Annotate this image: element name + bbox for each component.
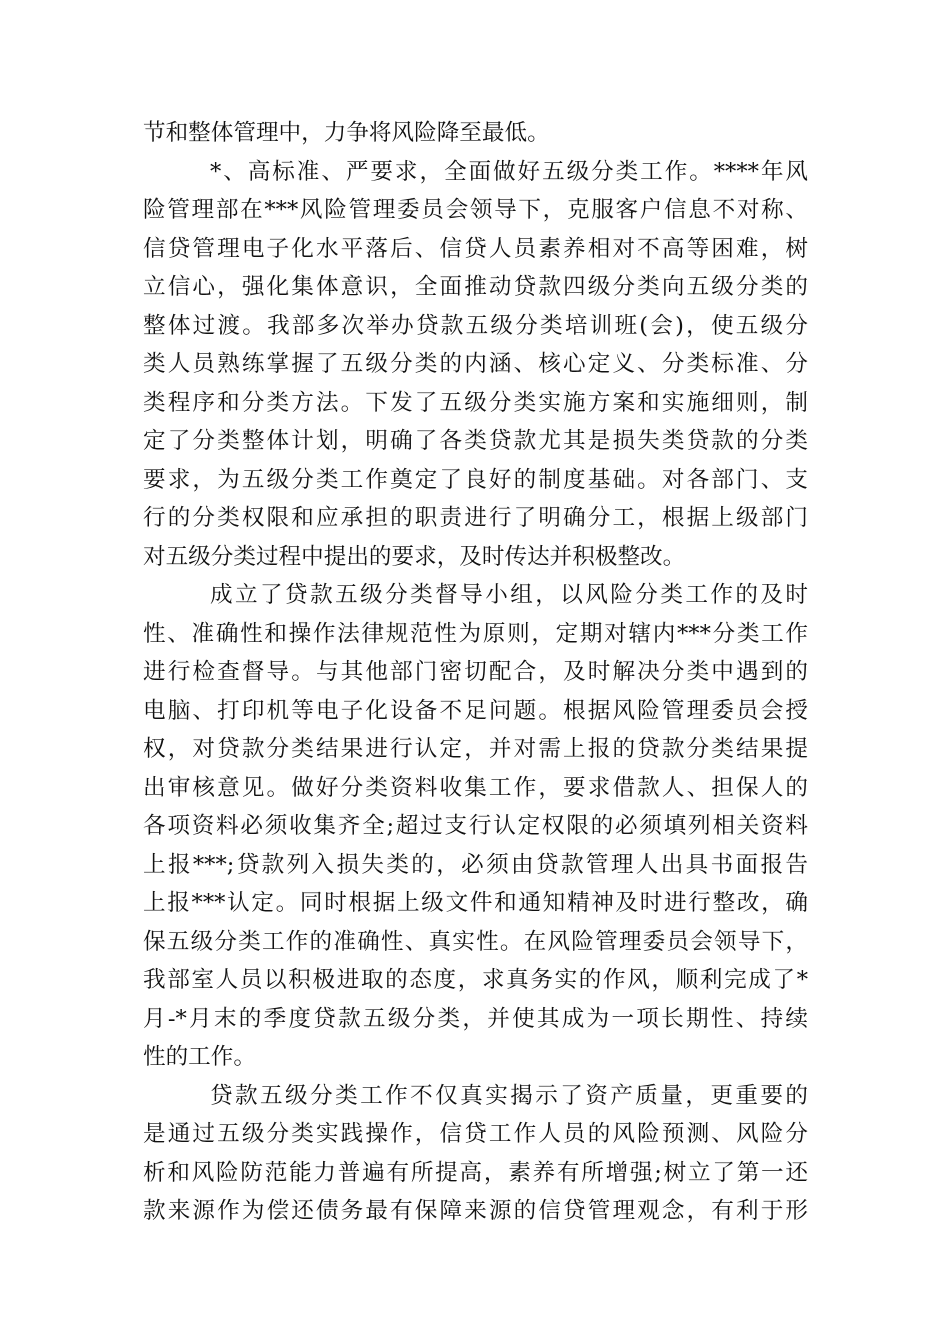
text-line: 要求，为五级分类工作奠定了良好的制度基础。对各部门、支 bbox=[143, 466, 808, 493]
text-line: 款来源作为偿还债务最有保障来源的信贷管理观念，有利于形 bbox=[143, 1198, 808, 1224]
text-line: 险管理部在***风险管理委员会领导下，克服客户信息不对称、 bbox=[143, 197, 808, 223]
text-line: 对五级分类过程中提出的要求，及时传达并积极整改。 bbox=[143, 543, 686, 570]
text-line: 上报***;贷款列入损失类的，必须由贷款管理人出具书面报告 bbox=[143, 851, 808, 878]
text-line: 类程序和分类方法。下发了五级分类实施方案和实施细则，制 bbox=[143, 389, 808, 416]
paragraph bbox=[143, 114, 808, 153]
text-line: 贷款五级分类工作不仅真实揭示了资产质量，更重要的 bbox=[210, 1082, 808, 1109]
text-line: 各项资料必须收集齐全;超过支行认定权限的必须填列相关资料 bbox=[143, 813, 808, 839]
text-line: 权，对贷款分类结果进行认定，并对需上报的贷款分类结果提 bbox=[143, 736, 808, 762]
paragraph bbox=[143, 153, 808, 577]
text-line: 成立了贷款五级分类督导小组，以风险分类工作的及时 bbox=[210, 582, 808, 608]
text-line: 析和风险防范能力普遍有所提高，素养有所增强;树立了第一还 bbox=[143, 1159, 808, 1186]
text-line: 上报***认定。同时根据上级文件和通知精神及时进行整改，确 bbox=[143, 890, 808, 916]
text-line: 性、准确性和操作法律规范性为原则，定期对辖内***分类工作 bbox=[143, 620, 808, 647]
paragraph bbox=[143, 576, 808, 1077]
text-line: 保五级分类工作的准确性、真实性。在风险管理委员会领导下， bbox=[143, 928, 808, 955]
text-line: 月-*月末的季度贷款五级分类，并使其成为一项长期性、持续 bbox=[143, 1005, 808, 1032]
text-line: 整体过渡。我部多次举办贷款五级分类培训班(会)，使五级分 bbox=[143, 312, 808, 339]
text-line: *、高标准、严要求，全面做好五级分类工作。****年风 bbox=[210, 158, 808, 185]
text-line: 立信心，强化集体意识，全面推动贷款四级分类向五级分类的 bbox=[143, 274, 808, 300]
text-line: 电脑、打印机等电子化设备不足问题。根据风险管理委员会授 bbox=[143, 697, 808, 724]
text-line: 出审核意见。做好分类资料收集工作，要求借款人、担保人的 bbox=[143, 774, 808, 801]
text-line: 行的分类权限和应承担的职责进行了明确分工，根据上级部门 bbox=[143, 505, 808, 531]
text-line: 我部室人员以积极进取的态度，求真务实的作风，顺利完成了* bbox=[143, 967, 808, 993]
text-line: 定了分类整体计划，明确了各类贷款尤其是损失类贷款的分类 bbox=[143, 428, 808, 454]
text-line: 类人员熟练掌握了五级分类的内涵、核心定义、分类标准、分 bbox=[143, 351, 808, 377]
text-line: 性的工作。 bbox=[143, 1044, 256, 1070]
text-line: 节和整体管理中，力争将风险降至最低。 bbox=[143, 120, 550, 146]
paragraph bbox=[143, 1077, 808, 1231]
document-body bbox=[143, 114, 808, 1231]
text-line: 信贷管理电子化水平落后、信贷人员素养相对不高等困难，树 bbox=[143, 235, 808, 262]
text-line: 进行检查督导。与其他部门密切配合，及时解决分类中遇到的 bbox=[143, 659, 808, 685]
text-line: 是通过五级分类实践操作，信贷工作人员的风险预测、风险分 bbox=[143, 1121, 808, 1147]
